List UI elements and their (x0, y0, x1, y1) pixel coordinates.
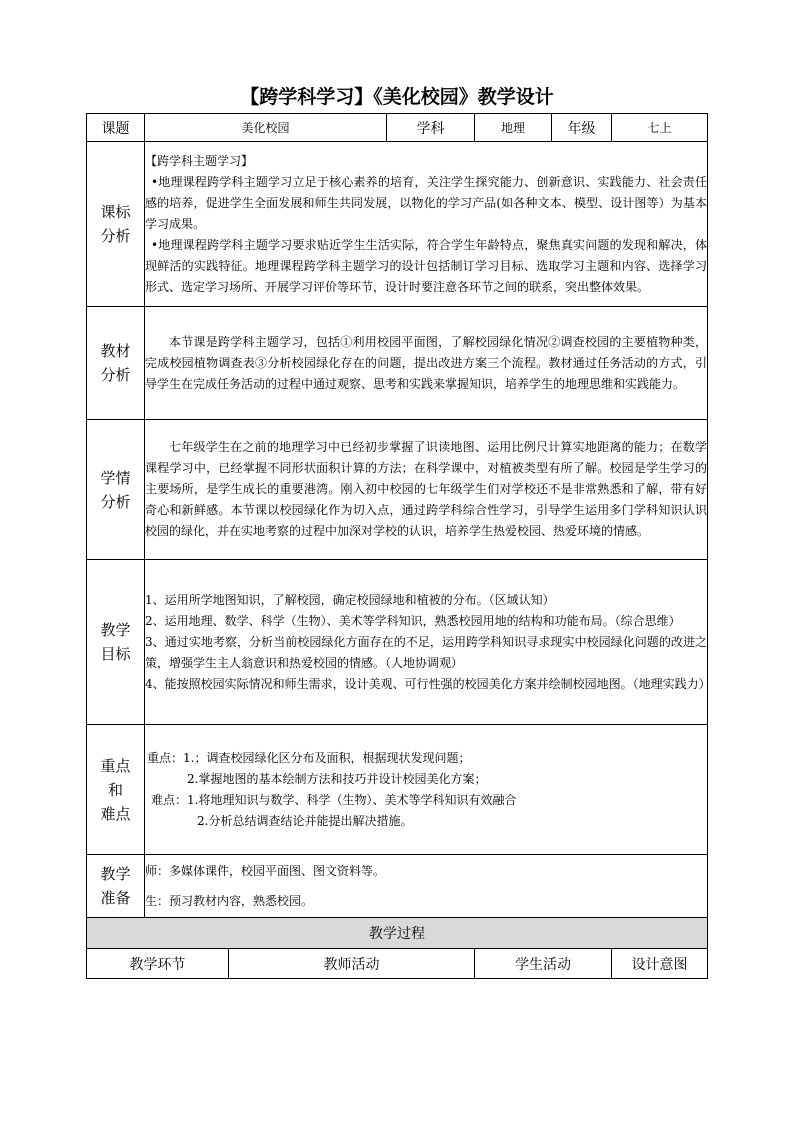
standards-row (87, 142, 708, 307)
keypoint-line-2: 2.掌握地图的基本绘制方法和技巧并设计校园美化方案； (187, 771, 487, 786)
keypoints-label-line2: 和 (107, 780, 123, 799)
standards-content (145, 142, 708, 307)
textbook-label-line1: 教材 (100, 342, 131, 360)
preparation-content (145, 855, 708, 918)
preparation-label-line1: 教学 (100, 865, 131, 883)
textbook-row (87, 307, 708, 420)
keypoints-label (87, 725, 145, 855)
page-title: 【跨学科学习】《美化校园》教学设计 (240, 86, 554, 108)
objectives-row (87, 560, 708, 725)
objective-item-4: 4、能按照校园实际情况和师生需求，设计美观、可行性强的校园美化方案并绘制校园地图。（地理实践力） (145, 676, 711, 691)
preparation-row (87, 855, 708, 918)
standards-paragraph-2: •地理课程跨学科主题学习要求贴近学生生活实际，符合学生年龄特点，聚焦真实问题的发现和解决，体现鲜活的实践特征。地理课程跨学科主题学习的设计包括制订学习目标、选取学习主题和内容、选择学习形式、选定学习场所、开展学习评价等环节，设计时要注意各环节之间的联系，突出整体效果。 (145, 237, 708, 294)
preparation-teacher: 师：多媒体课件，校园平面图、图文资料等。 (145, 864, 386, 878)
objectives-label-line2: 目标 (100, 645, 131, 663)
textbook-content (145, 307, 708, 420)
textbook-label-line2: 分析 (100, 366, 131, 384)
students-label-line1: 学情 (100, 468, 131, 487)
standards-label-line1: 课标 (100, 203, 131, 221)
keypoints-label-line1: 重点 (100, 756, 131, 775)
preparation-label-line2: 准备 (100, 889, 131, 907)
process-header-row (87, 949, 708, 979)
standards-paragraph-1: •地理课程跨学科主题学习立足于核心素养的培育，关注学生探究能力、创新意识、实践能力、社会责任感的培养，促进学生全面发展和师生共同发展，以物化的学习产品(如各种文本、模型、设计图等）为基本学习成果。 (145, 174, 708, 231)
students-label-line2: 分析 (100, 492, 131, 511)
lesson-plan-table (86, 113, 711, 979)
subject-label: 课题 (87, 114, 145, 142)
standards-heading: 【跨学科主题学习】 (145, 153, 254, 168)
process-col-intent: 设计意图 (612, 949, 708, 979)
discipline-label: 学科 (387, 114, 475, 142)
objectives-content (145, 560, 711, 725)
textbook-text: 本节课是跨学科主题学习，包括①利用校园平面图，了解校园绿化情况②调查校园的主要植物种类，完成校园植物调查表③分析校园绿化存在的问题，提出改进方案三个流程。教材通过任务活动的方式，引导学生在完成任务活动的过程中通过观察、思考和实践来掌握知识，培养学生的地理思维和实践能力。 (145, 334, 708, 391)
process-title-row (87, 918, 708, 949)
keypoints-row (87, 725, 708, 855)
difficulty-line-2: 2.分析总结调查结论并能提出解决措施。 (197, 813, 413, 828)
objective-item-2: 2、运用地理、数学、科学（生物）、美术等学科知识，熟悉校园用地的结构和功能布局。（综合思维） (145, 613, 681, 628)
grade-label: 年级 (552, 114, 612, 142)
objectives-label-line1: 教学 (100, 621, 131, 639)
objective-item-3: 3、通过实地考察，分析当前校园绿化方面存在的不足，运用跨学科知识寻求现实中校园绿化问题的改进之策，增强学生主人翁意识和热爱校园的情感。（人地协调观） (145, 634, 708, 670)
students-row (87, 420, 708, 560)
keypoint-line-1: 重点：1.；调查校园绿化区分布及面积，根据现状发现问题； (147, 750, 471, 765)
keypoints-label-line3: 难点 (100, 804, 131, 823)
grade-value: 七上 (612, 114, 708, 142)
standards-label (87, 142, 145, 307)
students-label (87, 420, 145, 560)
process-title: 教学过程 (87, 918, 708, 949)
preparation-label (87, 855, 145, 918)
preparation-student: 生：预习教材内容，熟悉校园。 (145, 894, 314, 908)
standards-label-line2: 分析 (100, 227, 131, 245)
objectives-label (87, 560, 145, 725)
keypoints-content (145, 725, 708, 855)
process-col-student: 学生活动 (475, 949, 612, 979)
students-content (145, 420, 708, 560)
students-text: 七年级学生在之前的地理学习中已经初步掌握了识读地图、运用比例尺计算实地距离的能力；在数学课程学习中，已经掌握不同形状面积计算的方法；在科学课中，对植被类型有所了解。校园是学生学习的主要场所，是学生成长的重要港湾。刚入初中校园的七年级学生们对学校还不是非常熟悉和了解，带有好奇心和新鲜感。本节课以校园绿化作为切入点，通过跨学科综合性学习，引导学生运用多门学科知识认识校园的绿化，并在实地考察的过程中加深对学校的认识，培养学生热爱校园、热爱环境的情感。 (145, 440, 708, 538)
process-col-stage: 教学环节 (87, 949, 229, 979)
difficulty-line-1: 难点：1.将地理知识与数学、科学（生物）、美术等学科知识有效融合 (151, 792, 517, 807)
header-row (87, 114, 708, 142)
objective-item-1: 1、运用所学地图知识，了解校园，确定校园绿地和植被的分布。（区域认知） (145, 592, 555, 607)
process-col-teacher: 教师活动 (229, 949, 475, 979)
textbook-label (87, 307, 145, 420)
discipline-value: 地理 (475, 114, 552, 142)
subject-value: 美化校园 (145, 114, 387, 142)
